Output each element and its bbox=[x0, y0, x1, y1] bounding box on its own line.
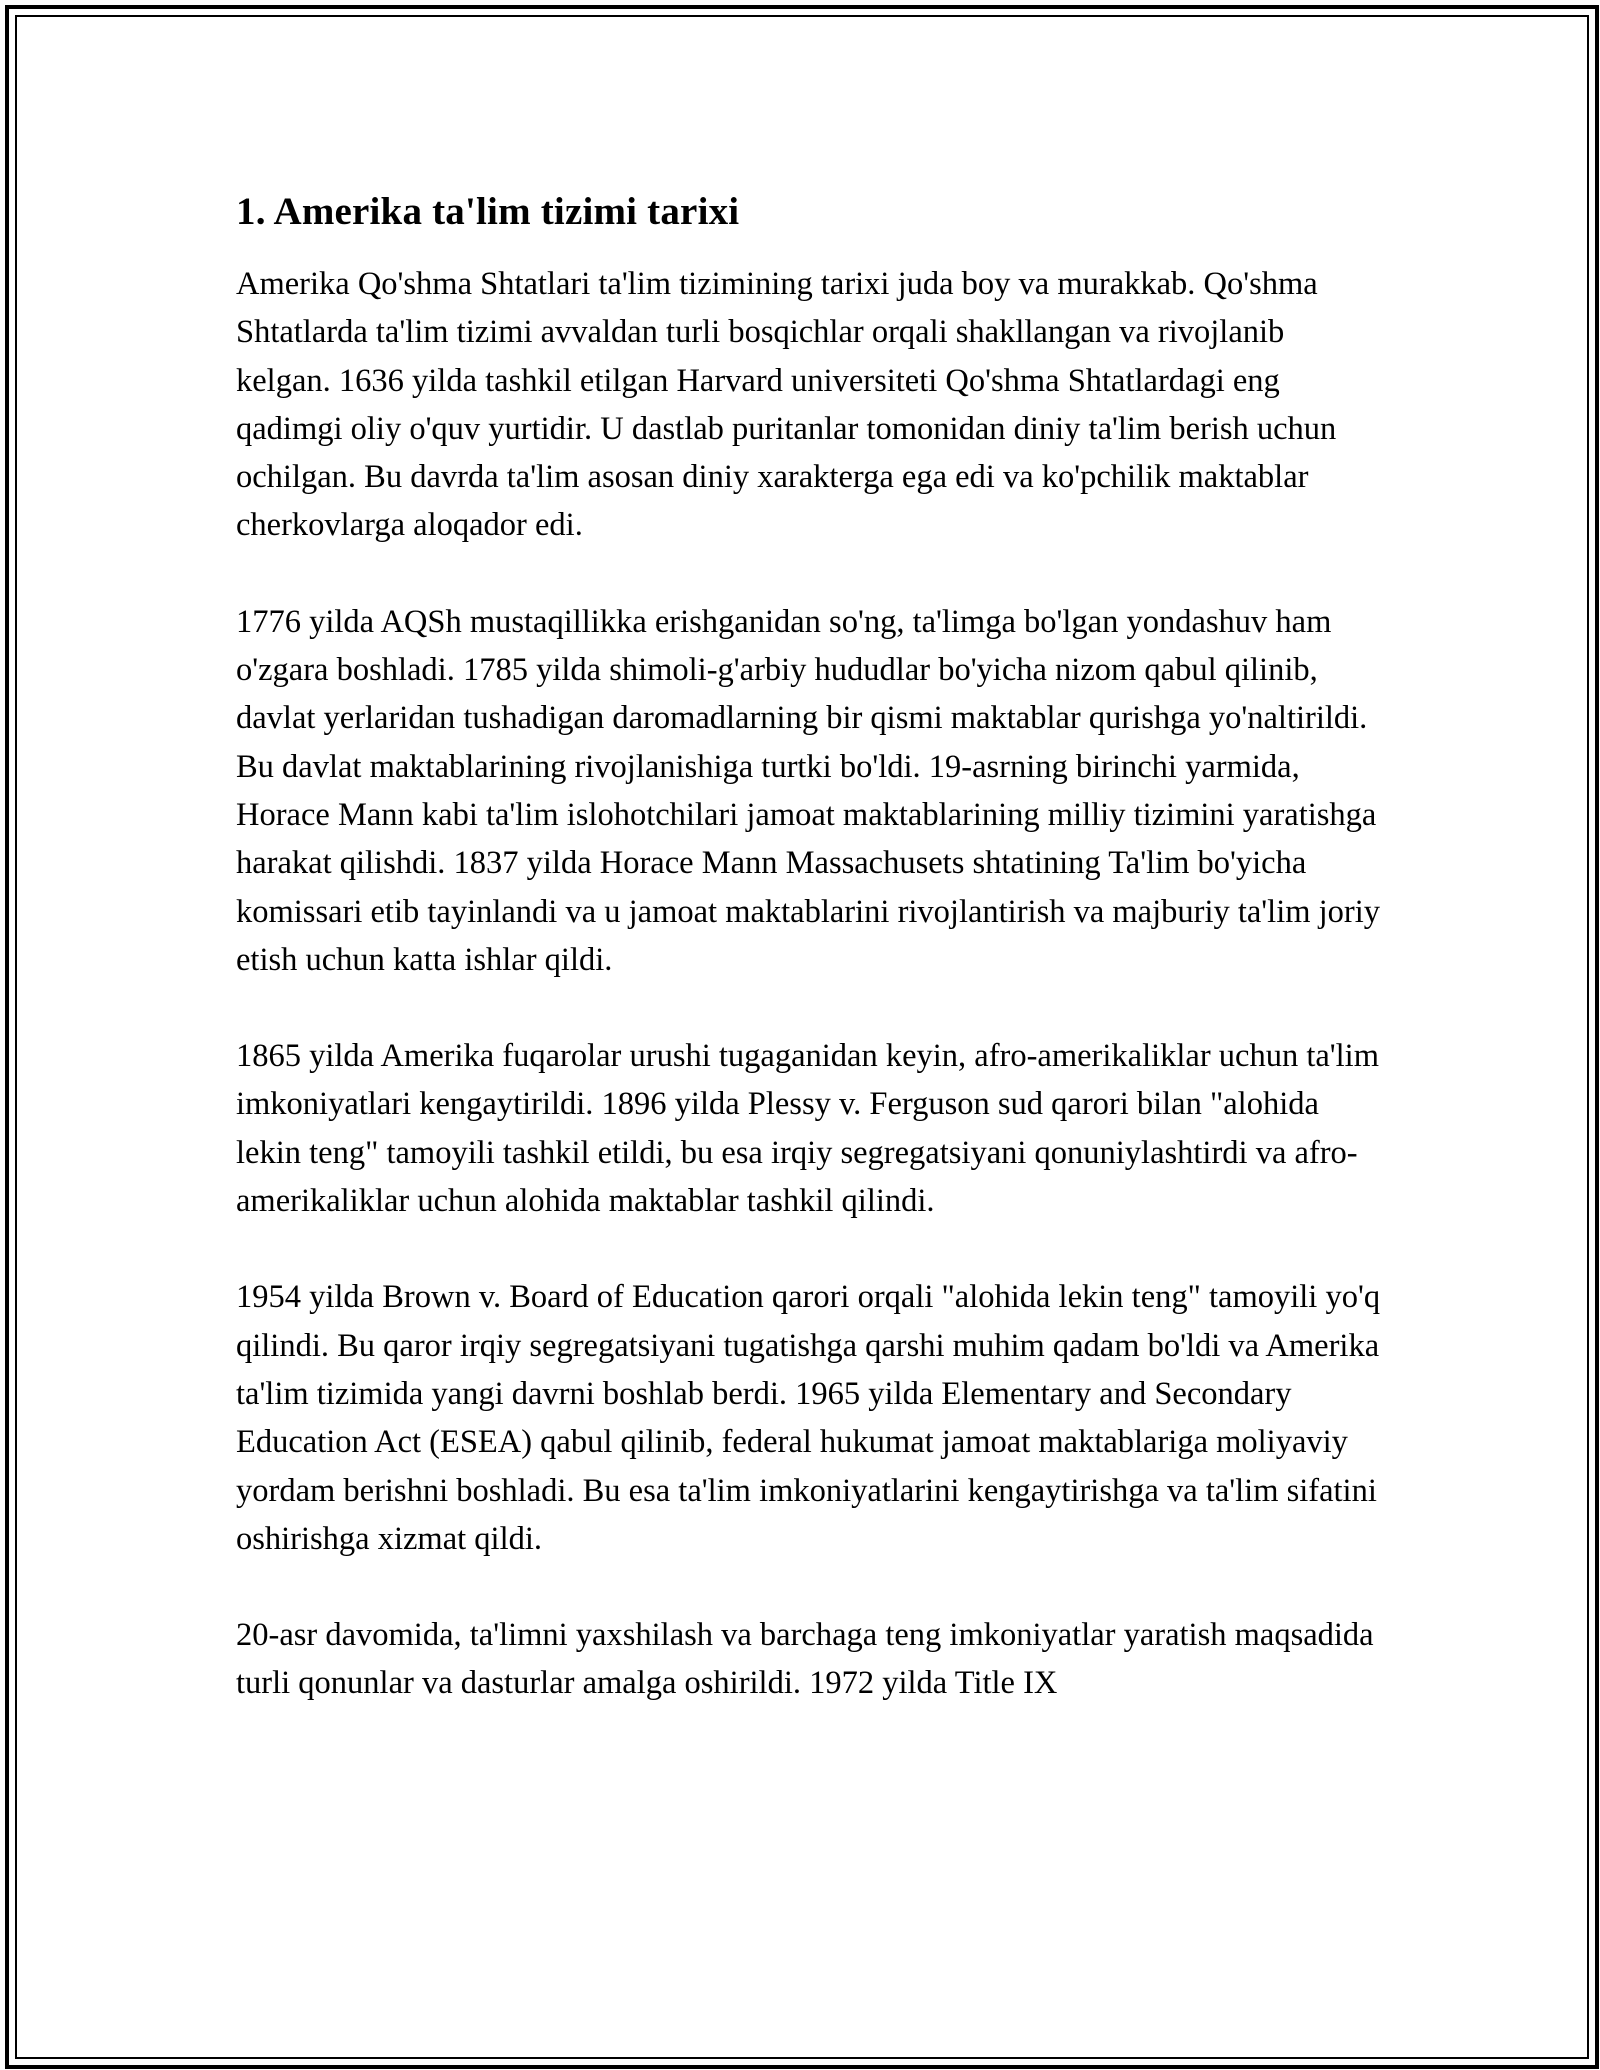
paragraph-3: 1865 yilda Amerika fuqarolar urushi tugaganidan keyin, afro-amerikaliklar uchun ta'lim imkoniyatlari kengaytirildi. 1896 yilda Plessy v. Ferguson sud qarori bilan "alohida lekin teng" tamoyili tashkil etildi, bu esa irqiy segregatsiyani qonuniylashtirdi va afro-amerikaliklar uchun alohida maktablar tashkil qilindi. bbox=[236, 1038, 1379, 1220]
paragraph-4: 1954 yilda Brown v. Board of Education qarori orqali "alohida lekin teng" tamoyili yo'q qilindi. Bu qaror irqiy segregatsiyani tugatishga qarshi muhim qadam bo'ldi va Amerika ta'lim tizimida yangi davrni boshlab berdi. 1965 yilda Elementary and Secondary Education Act (ESEA) qabul qilinib, federal hukumat jamoat maktablariga moliyaviy yordam berishni boshladi. Bu esa ta'lim imkoniyatlarini kengaytirishga va ta'lim sifatini oshirishga xizmat qildi. bbox=[236, 1279, 1381, 1557]
paragraph-2: 1776 yilda AQSh mustaqillikka erishganidan so'ng, ta'limga bo'lgan yondashuv ham o'zgara boshladi. 1785 yilda shimoli-g'arbiy hududlar bo'yicha nizom qabul qilinib, davlat yerlaridan tushadigan daromadlarning bir qismi maktablar qurishga yo'naltirildi. Bu davlat maktablarining rivojlanishiga turtki bo'ldi. 19-asrning birinchi yarmida, Horace Mann kabi ta'lim islohotchilari jamoat maktablarining milliy tizimini yaratishga harakat qilishdi. 1837 yilda Horace Mann Massachusets shtatining Ta'lim bo'yicha komissari etib tayinlandi va u jamoat maktablarini rivojlantirish va majburiy ta'lim joriy etish uchun katta ishlar qildi. bbox=[236, 603, 1381, 978]
section-heading: 1. Amerika ta'lim tizimi tarixi bbox=[236, 190, 740, 233]
paragraph-5: 20-asr davomida, ta'limni yaxshilash va barchaga teng imkoniyatlar yaratish maqsadida turli qonunlar va dasturlar amalga oshirildi. 1972 yilda Title IX bbox=[236, 1617, 1374, 1702]
document-body bbox=[236, 186, 1386, 1756]
paragraph-1: Amerika Qo'shma Shtatlari ta'lim tizimining tarixi juda boy va murakkab. Qo'shma Shtatlarda ta'lim tizimi avvaldan turli bosqichlar orqali shakllangan va rivojlanib kelgan. 1636 yilda tashkil etilgan Harvard universiteti Qo'shma Shtatlardagi eng qadimgi oliy o'quv yurtidir. U dastlab puritanlar tomonidan diniy ta'lim berish uchun ochilgan. Bu davrda ta'lim asosan diniy xarakterga ega edi va ko'pchilik maktablar cherkovlarga aloqador edi. bbox=[236, 266, 1337, 544]
